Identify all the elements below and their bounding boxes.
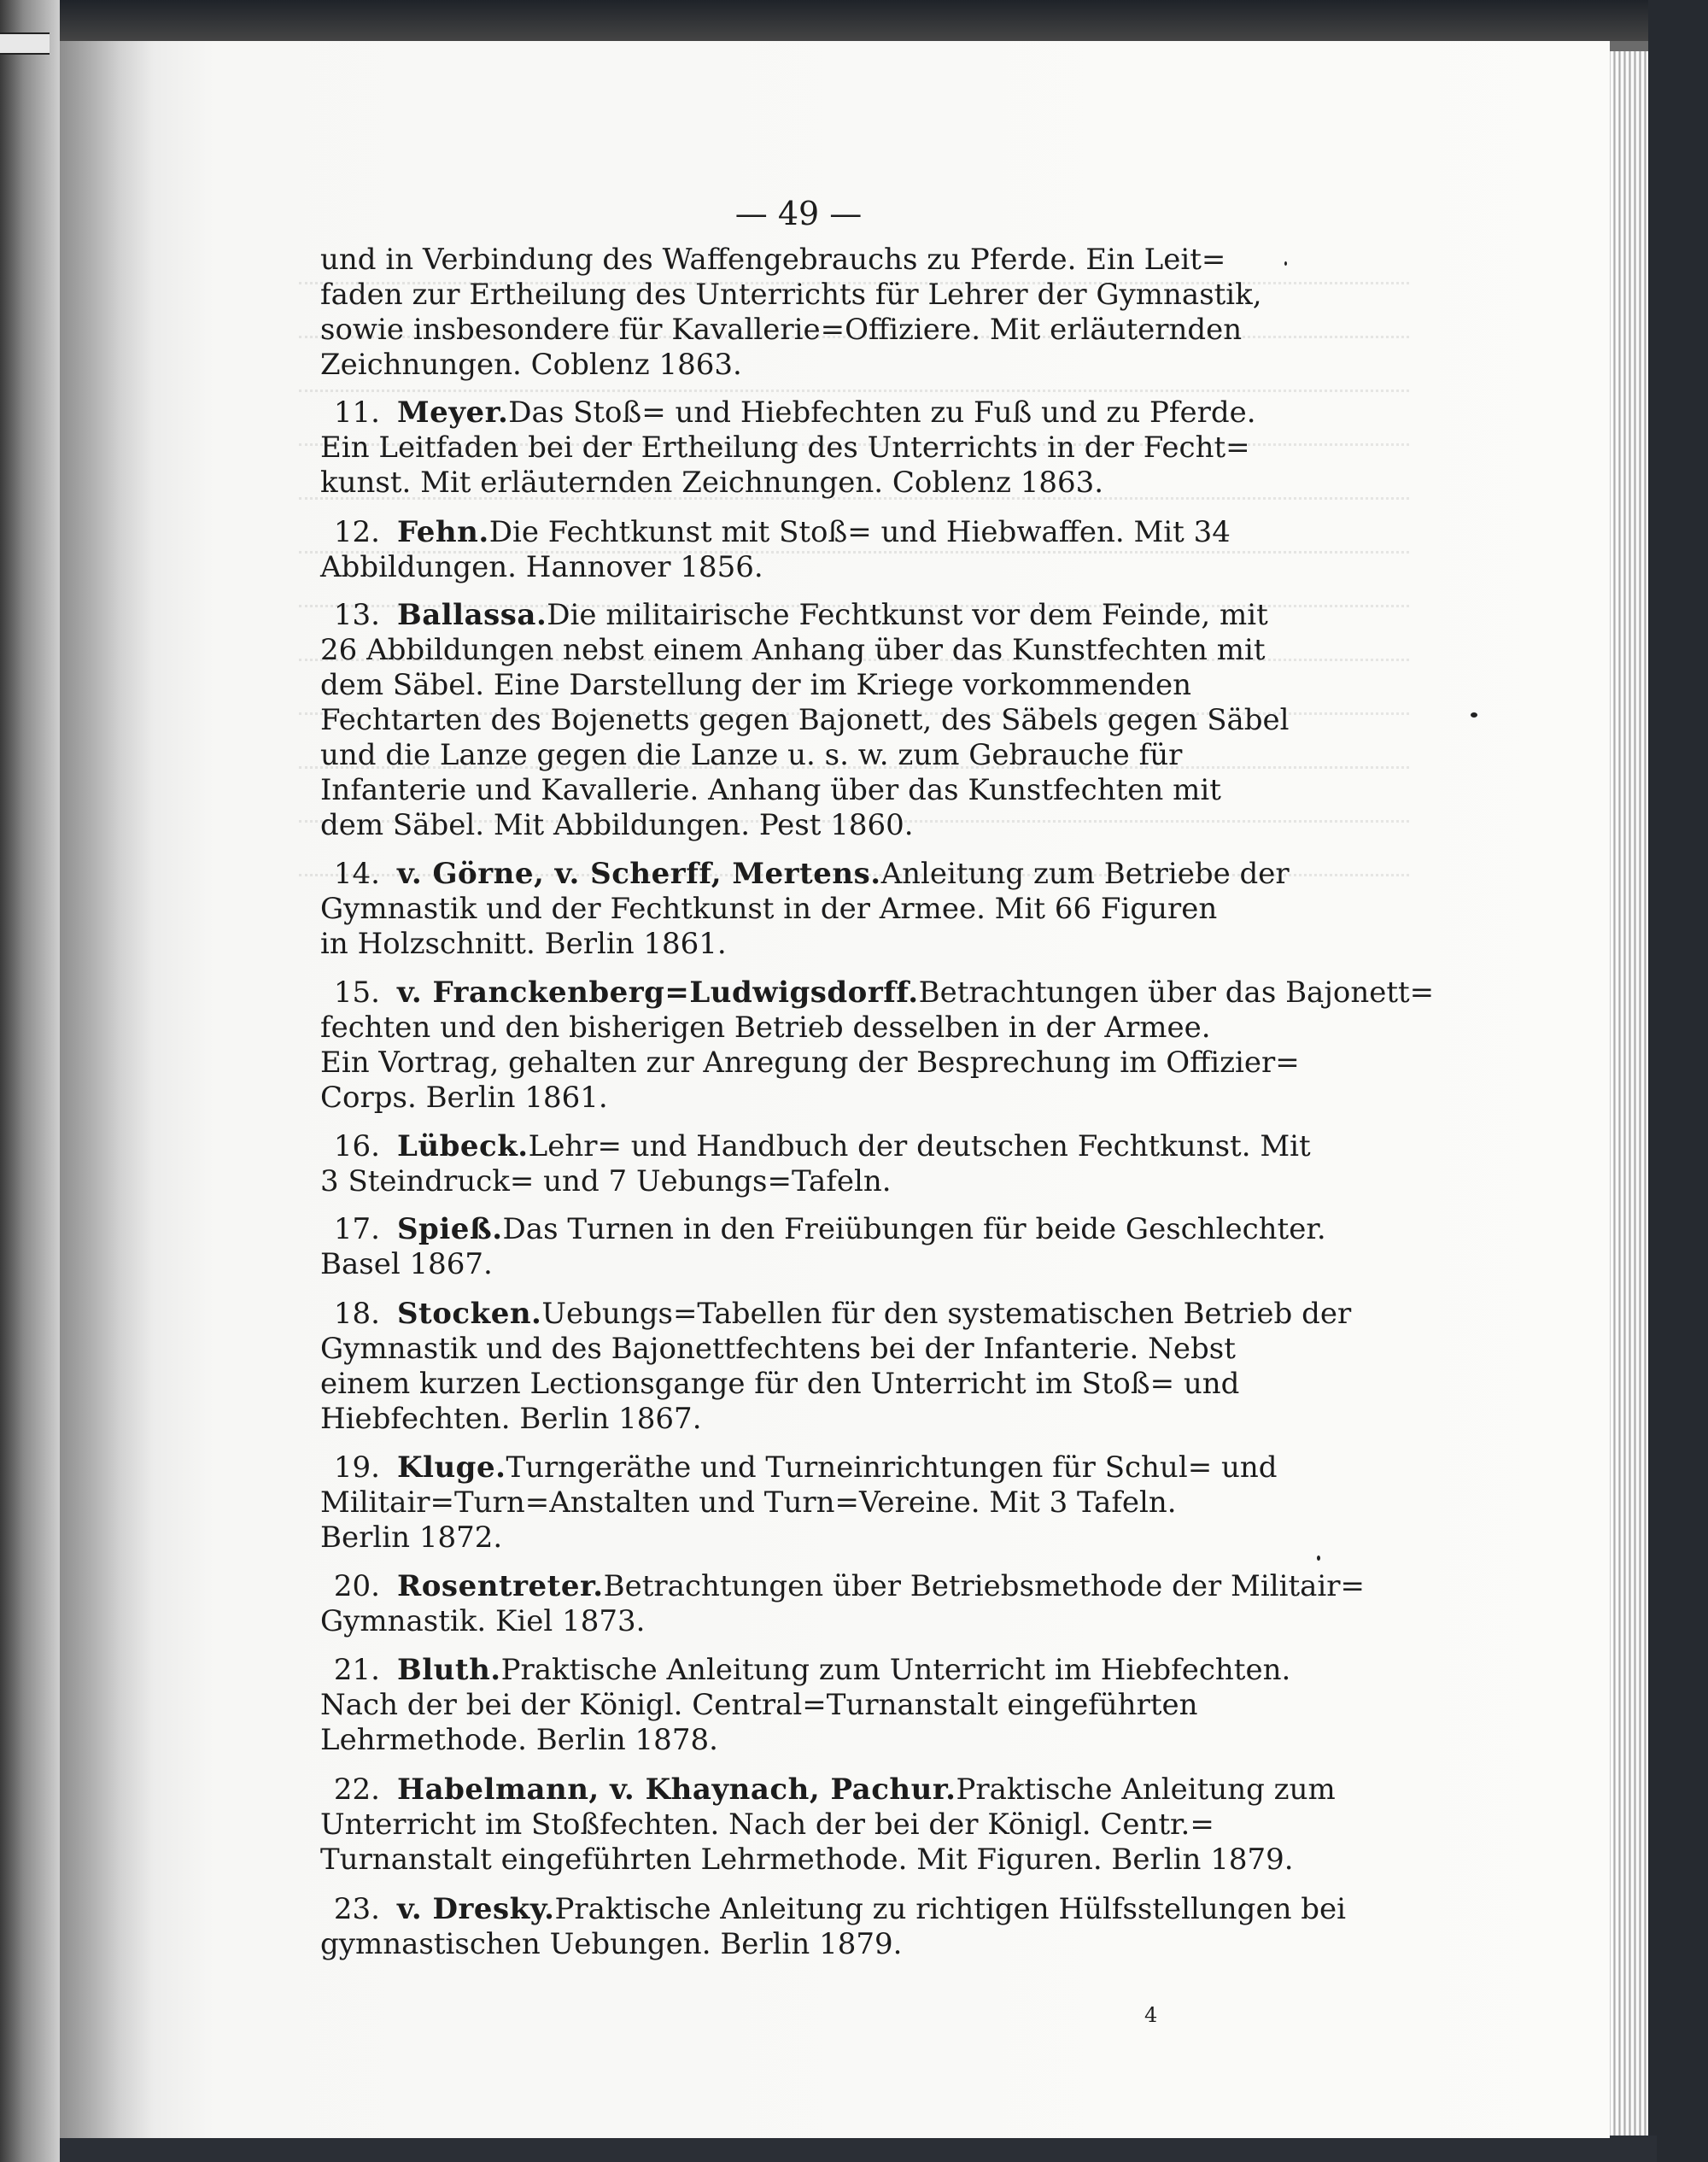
entry-line: Turnanstalt eingeführten Lehrmethode. Mit Figuren. Berlin 1879. — [320, 1843, 1294, 1877]
entry-title-start: Lehr= und Handbuch der deutschen Fechtkunst. Mit — [528, 1129, 1311, 1163]
entry-title-start: Turngeräthe und Turneinrichtungen für Schul= und — [506, 1450, 1278, 1485]
entry-author: Lübeck. — [397, 1129, 529, 1163]
entry-line: dem Säbel. Eine Darstellung der im Kriege vorkommenden — [320, 668, 1192, 702]
entry-first-line — [397, 1653, 1291, 1688]
entry-title-start: Praktische Anleitung zu richtigen Hülfsstellungen bei — [554, 1892, 1347, 1926]
ink-speck — [1317, 1556, 1320, 1561]
entry-number: 17. — [333, 1212, 380, 1246]
entry-number: 23. — [333, 1892, 380, 1926]
entry-first-line — [397, 1297, 1352, 1332]
entry-author: Ballassa. — [397, 598, 547, 632]
entry-number: 18. — [333, 1297, 380, 1331]
entry-author: v. Franckenberg=Ludwigsdorff. — [397, 976, 919, 1010]
entry-first-line — [397, 1129, 1311, 1164]
entry-line: Infanterie und Kavallerie. Anhang über das Kunstfechten mit — [320, 773, 1221, 807]
continuation-line: Zeichnungen. Coblenz 1863. — [320, 348, 742, 382]
entry-author: Kluge. — [397, 1450, 506, 1485]
book-cover-bottom — [60, 2136, 1657, 2162]
entry-line: Gymnastik. Kiel 1873. — [320, 1604, 646, 1638]
entry-author: v. Dresky. — [397, 1892, 555, 1926]
entry-number: 15. — [333, 976, 380, 1010]
entry-line: gymnastischen Uebungen. Berlin 1879. — [320, 1927, 903, 1961]
book-left-edge — [0, 0, 60, 2162]
entry-line: Ein Vortrag, gehalten zur Anregung der Besprechung im Offizier= — [320, 1046, 1300, 1080]
entry-author: Bluth. — [397, 1653, 501, 1687]
entry-title-start: Die militairische Fechtkunst vor dem Feinde, mit — [547, 598, 1268, 632]
entry-line: fechten und den bisherigen Betrieb desselben in der Armee. — [320, 1011, 1211, 1045]
entry-title-start: Betrachtungen über das Bajonett= — [918, 976, 1435, 1010]
entry-author: v. Görne, v. Scherff, Mertens. — [397, 857, 881, 891]
signature-mark: 4 — [1144, 2003, 1158, 2027]
entry-line: Fechtarten des Bojenetts gegen Bajonett, des Säbels gegen Säbel — [320, 703, 1290, 737]
entry-author: Habelmann, v. Khaynach, Pachur. — [397, 1772, 956, 1807]
binding-strip — [0, 32, 50, 55]
entry-line: und die Lanze gegen die Lanze u. s. w. zum Gebrauche für — [320, 738, 1183, 772]
page-number: — 49 — — [734, 195, 863, 232]
entry-line: Gymnastik und der Fechtkunst in der Armee. Mit 66 Figuren — [320, 892, 1218, 926]
entry-number: 22. — [333, 1772, 380, 1807]
entry-line: dem Säbel. Mit Abbildungen. Pest 1860. — [320, 808, 914, 842]
entry-author: Rosentreter. — [397, 1569, 604, 1603]
continuation-line: und in Verbindung des Waffengebrauchs zu Pferde. Ein Leit= — [320, 243, 1226, 277]
gutter-shadow — [60, 41, 154, 2138]
entry-line: Abbildungen. Hannover 1856. — [320, 550, 763, 584]
entry-first-line — [397, 515, 1231, 550]
entry-first-line — [397, 1450, 1278, 1485]
entry-title-start: Praktische Anleitung zum Unterricht im Hiebfechten. — [500, 1653, 1291, 1687]
entry-line: Basel 1867. — [320, 1247, 493, 1281]
entry-line: 26 Abbildungen nebst einem Anhang über das Kunstfechten mit — [320, 633, 1266, 667]
entry-number: 21. — [333, 1653, 380, 1687]
entry-line: Unterricht im Stoßfechten. Nach der bei der Königl. Centr.= — [320, 1808, 1214, 1842]
entry-line: Berlin 1872. — [320, 1520, 503, 1555]
entry-author: Fehn. — [397, 515, 489, 549]
entry-line: Hiebfechten. Berlin 1867. — [320, 1402, 702, 1436]
entry-first-line — [397, 395, 1256, 431]
entry-author: Meyer. — [397, 395, 509, 430]
entry-line: Gymnastik und des Bajonettfechtens bei der Infanterie. Nebst — [320, 1332, 1236, 1366]
entry-first-line — [397, 1569, 1366, 1604]
entry-line: einem kurzen Lectionsgange für den Unterricht im Stoß= und — [320, 1367, 1240, 1401]
entry-title-start: Das Turnen in den Freiübungen für beide Geschlechter. — [502, 1212, 1326, 1246]
entry-line: Corps. Berlin 1861. — [320, 1081, 608, 1115]
entry-title-start: Anleitung zum Betriebe der — [880, 857, 1290, 891]
entry-author: Stocken. — [397, 1297, 542, 1331]
entry-title-start: Betrachtungen über Betriebsmethode der Militair= — [603, 1569, 1366, 1603]
continuation-line: faden zur Ertheilung des Unterrichts für Lehrer der Gymnastik, — [320, 278, 1262, 312]
entry-line: 3 Steindruck= und 7 Uebungs=Tafeln. — [320, 1164, 892, 1198]
entry-first-line — [397, 976, 1435, 1011]
entry-line: Militair=Turn=Anstalten und Turn=Vereine. Mit 3 Tafeln. — [320, 1485, 1177, 1520]
entry-title-start: Die Fechtkunst mit Stoß= und Hiebwaffen. Mit 34 — [488, 515, 1231, 549]
entry-first-line — [397, 1892, 1347, 1927]
entry-first-line — [397, 1772, 1336, 1808]
entry-number: 14. — [333, 857, 380, 891]
entry-line: kunst. Mit erläuternden Zeichnungen. Coblenz 1863. — [320, 466, 1104, 500]
entry-title-start: Uebungs=Tabellen für den systematischen Betrieb der — [541, 1297, 1352, 1331]
entry-line: Lehrmethode. Berlin 1878. — [320, 1723, 718, 1757]
book-top-edge — [60, 0, 1648, 41]
continuation-line: sowie insbesondere für Kavallerie=Offiziere. Mit erläuternden — [320, 313, 1243, 347]
entry-first-line — [397, 857, 1290, 892]
entry-number: 11. — [333, 395, 380, 430]
entry-number: 19. — [333, 1450, 380, 1485]
entry-author: Spieß. — [397, 1212, 503, 1246]
entry-first-line — [397, 1212, 1326, 1247]
entry-line: in Holzschnitt. Berlin 1861. — [320, 927, 727, 961]
ink-speck — [1471, 712, 1477, 718]
entry-title-start: Das Stoß= und Hiebfechten zu Fuß und zu Pferde. — [508, 395, 1256, 430]
book-cover-right — [1648, 0, 1708, 2162]
entry-number: 20. — [333, 1569, 380, 1603]
book-page — [60, 41, 1610, 2138]
entry-number: 12. — [333, 515, 380, 549]
entry-first-line — [397, 598, 1268, 633]
entry-line: Ein Leitfaden bei der Ertheilung des Unterrichts in der Fecht= — [320, 431, 1250, 465]
entry-line: Nach der bei der Königl. Central=Turnanstalt eingeführten — [320, 1688, 1198, 1722]
entry-title-start: Praktische Anleitung zum — [956, 1772, 1336, 1807]
entry-number: 16. — [333, 1129, 380, 1163]
entry-number: 13. — [333, 598, 380, 632]
ink-speck — [1284, 261, 1287, 266]
